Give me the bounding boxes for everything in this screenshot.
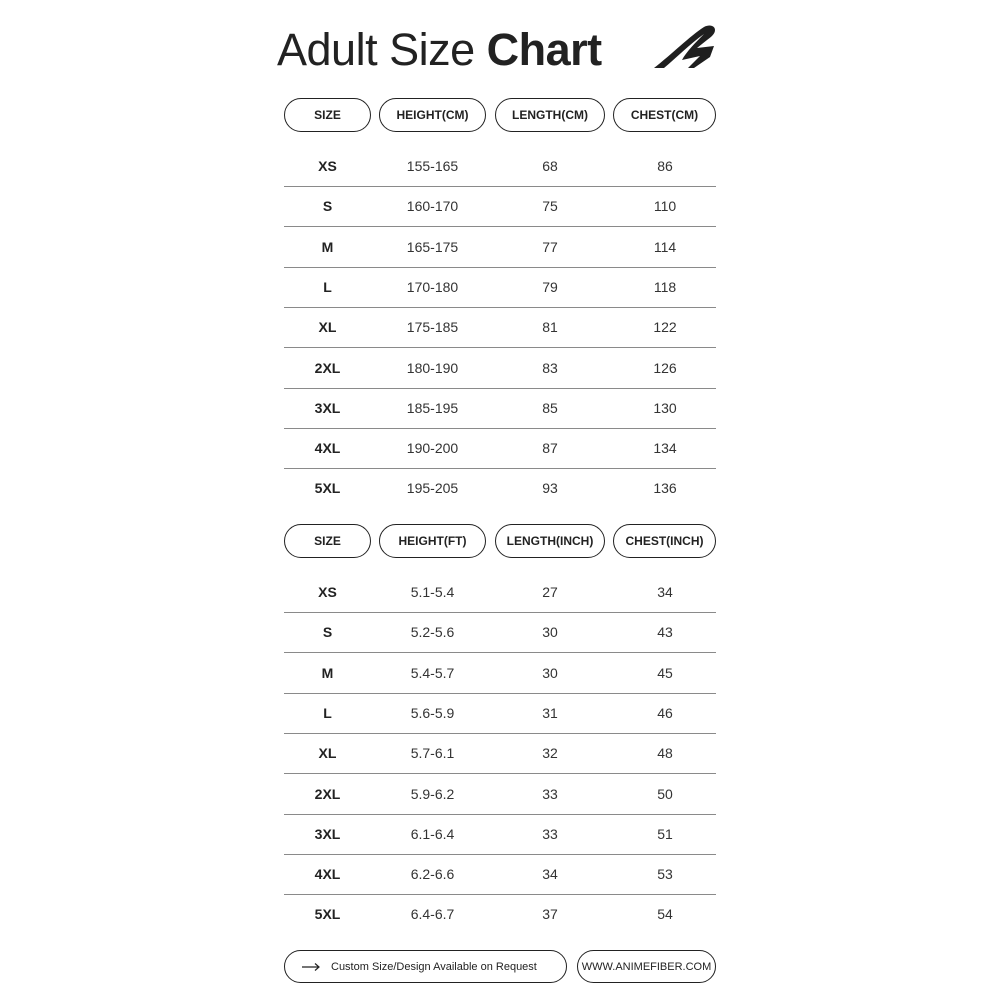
table-cell: 79 <box>542 278 558 295</box>
size-label: 2XL <box>314 785 341 802</box>
custom-size-note-label: Custom Size/Design Available on Request <box>331 960 537 973</box>
size-label: XS <box>318 158 337 174</box>
table-cell: 54 <box>657 906 673 923</box>
size-label: 4XL <box>314 866 341 883</box>
table-row <box>284 774 716 815</box>
table-row <box>284 572 716 613</box>
table-row <box>284 307 716 348</box>
table-cell: 126 <box>653 359 677 376</box>
table-cell: 160-170 <box>406 198 459 215</box>
table-cell: 31 <box>542 704 558 721</box>
table-cell: 27 <box>542 584 558 600</box>
size-label: L <box>323 704 332 721</box>
table-cell: 30 <box>542 664 558 681</box>
table-row <box>284 653 716 694</box>
table-cell: 190-200 <box>406 440 459 457</box>
table-cell: 33 <box>542 825 558 842</box>
table-row <box>284 468 716 508</box>
size-label: XL <box>318 745 337 762</box>
table-row <box>284 348 716 389</box>
table-cell: 6.2-6.6 <box>410 866 455 883</box>
table-cell: 165-175 <box>406 238 459 255</box>
table-cell: 134 <box>653 440 677 457</box>
website-link[interactable] <box>577 950 716 983</box>
table-cell: 155-165 <box>406 158 459 174</box>
size-label: 3XL <box>314 825 341 842</box>
table-cell: 51 <box>657 825 673 842</box>
title-light: Adult Size <box>277 24 475 75</box>
column-header: LENGTH(CM) <box>495 98 605 132</box>
table-cell: 93 <box>542 480 558 497</box>
table-row <box>284 146 716 187</box>
table-cell: 5.7-6.1 <box>410 745 455 762</box>
table-cell: 170-180 <box>406 278 459 295</box>
size-label: XS <box>318 584 337 600</box>
column-header: SIZE <box>284 98 371 132</box>
table-cell: 130 <box>653 399 677 416</box>
size-label: 2XL <box>314 359 341 376</box>
size-label: S <box>322 198 333 215</box>
table-row <box>284 733 716 774</box>
title-bold: Chart <box>486 24 602 75</box>
size-label: 3XL <box>314 399 341 416</box>
table-cell: 50 <box>657 785 673 802</box>
table-cell: 180-190 <box>406 359 459 376</box>
column-header: CHEST(INCH) <box>613 524 716 558</box>
table-cell: 75 <box>542 198 558 215</box>
size-label: S <box>322 624 333 641</box>
table-cell: 5.4-5.7 <box>410 664 455 681</box>
size-label: 5XL <box>314 480 341 497</box>
table-cell: 30 <box>542 624 558 641</box>
arrow-right-icon <box>301 962 321 972</box>
table-row <box>284 854 716 895</box>
table-cell: 87 <box>542 440 558 457</box>
table-cell: 185-195 <box>406 399 459 416</box>
table-cell: 175-185 <box>406 319 459 336</box>
column-header: HEIGHT(CM) <box>379 98 486 132</box>
size-label: 5XL <box>314 906 341 923</box>
size-label: XL <box>318 319 337 336</box>
table-cell: 48 <box>657 745 673 762</box>
table-cell: 68 <box>542 158 558 174</box>
size-label: L <box>323 278 332 295</box>
table-cell: 86 <box>657 158 673 174</box>
table-cell: 43 <box>657 624 673 641</box>
table-row <box>284 388 716 429</box>
table-cell: 37 <box>542 906 558 923</box>
website-link-label: WWW.ANIMEFIBER.COM <box>581 960 712 973</box>
table-row <box>284 612 716 653</box>
table-cell: 45 <box>657 664 673 681</box>
table-row <box>284 227 716 268</box>
table-cell: 77 <box>542 238 558 255</box>
table-cell: 83 <box>542 359 558 376</box>
table-cell: 81 <box>542 319 558 336</box>
table-cell: 6.4-6.7 <box>410 906 455 923</box>
table-cell: 34 <box>657 584 673 600</box>
table-cell: 53 <box>657 866 673 883</box>
table-row <box>284 186 716 227</box>
table-cell: 6.1-6.4 <box>410 825 455 842</box>
slash-logo-icon <box>652 24 716 72</box>
table-cell: 118 <box>653 278 677 295</box>
table-cell: 122 <box>653 319 677 336</box>
table-cell: 114 <box>653 238 677 255</box>
table-row <box>284 693 716 734</box>
table-cell: 5.9-6.2 <box>410 785 455 802</box>
column-header: HEIGHT(FT) <box>379 524 486 558</box>
column-header: LENGTH(INCH) <box>495 524 605 558</box>
table-cell: 5.1-5.4 <box>410 584 455 600</box>
size-label: 4XL <box>314 440 341 457</box>
table-row <box>284 814 716 855</box>
table-cell: 5.6-5.9 <box>410 704 455 721</box>
size-label: M <box>321 238 334 255</box>
table-cell: 5.2-5.6 <box>410 624 455 641</box>
table-row <box>284 267 716 308</box>
table-cell: 136 <box>653 480 677 497</box>
column-header: CHEST(CM) <box>613 98 716 132</box>
table-cell: 85 <box>542 399 558 416</box>
table-cell: 195-205 <box>406 480 459 497</box>
column-header: SIZE <box>284 524 371 558</box>
table-cell: 46 <box>657 704 673 721</box>
table-cell: 34 <box>542 866 558 883</box>
table-row <box>284 428 716 469</box>
page-title <box>277 22 602 78</box>
table-cell: 33 <box>542 785 558 802</box>
size-label: M <box>321 664 334 681</box>
custom-size-note[interactable] <box>284 950 567 983</box>
table-cell: 110 <box>653 198 677 215</box>
table-cell: 32 <box>542 745 558 762</box>
table-row <box>284 894 716 934</box>
